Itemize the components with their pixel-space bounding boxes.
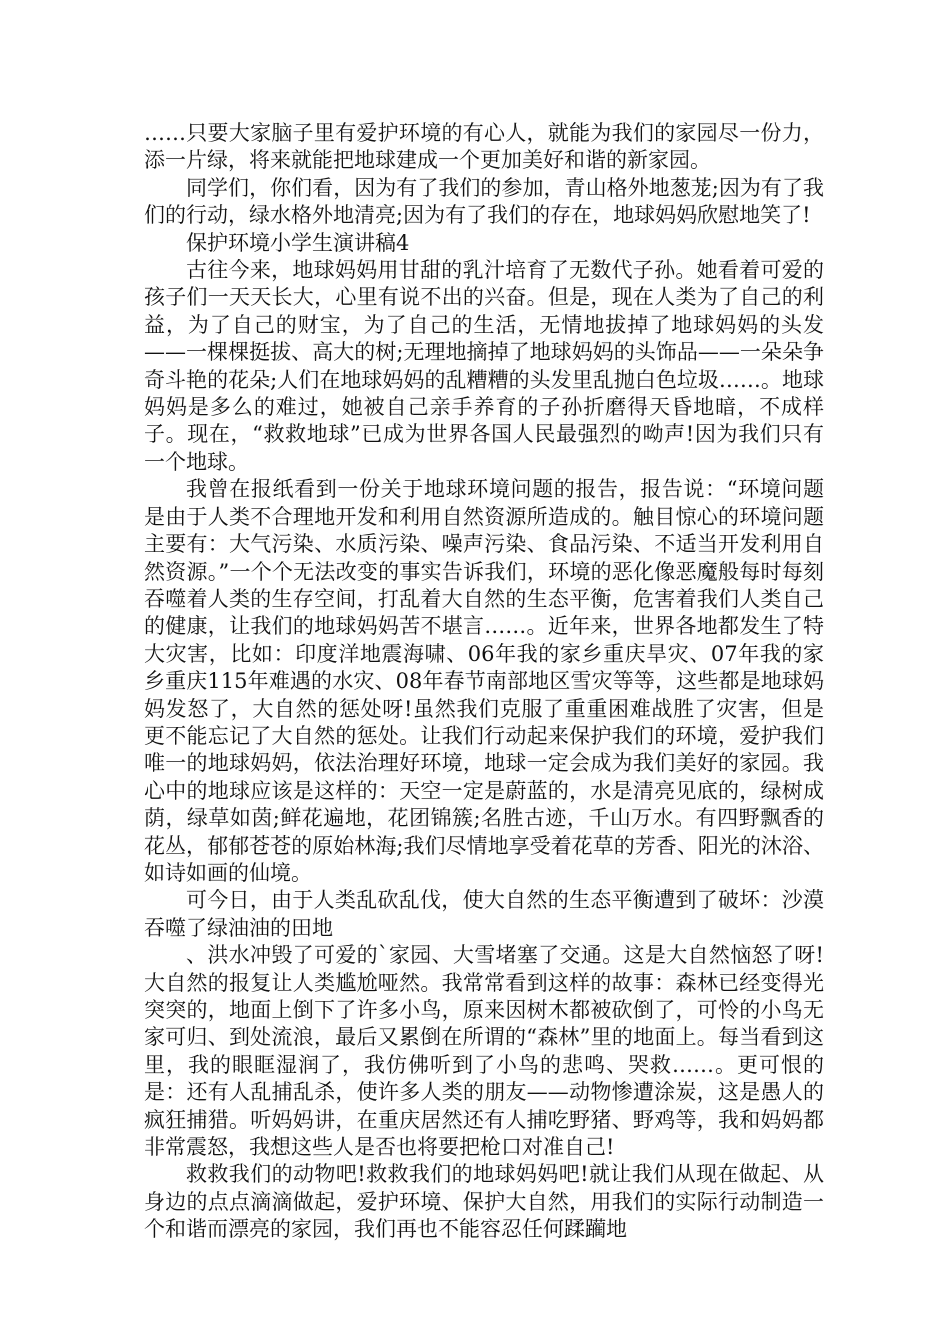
paragraph-1: ……只要大家脑子里有爱护环境的有心人，就能为我们的家园尽一份力，添一片绿，将来就能把地球建成一个更加美好和谐的新家园。 [144,121,824,173]
paragraph-5: 可今日，由于人类乱砍乱伐，使大自然的生态平衡遭到了破坏：沙漠吞噬了绿油油的田地 [144,888,824,940]
paragraph-7: 救救我们的动物吧!救救我们的地球妈妈吧!就让我们从现在做起、从身边的点点滴滴做起，爱护环境、保护大自然，用我们的实际行动制造一个和谐而漂亮的家园，我们再也不能容忍任何蹂躏地 [144,1162,824,1242]
paragraph-4: 我曾在报纸看到一份关于地球环境问题的报告，报告说：“环境问题是由于人类不合理地开发和利用自然资源所造成的。触目惊心的环境问题主要有：大气污染、水质污染、噪声污染、食品污染、不适当开发利用自然资源。”一个个无法改变的事实告诉我们，环境的恶化像恶魔般每时每刻吞噬着人类的生存空间，打乱着大自然的生态平衡，危害着我们人类自己的健康，让我们的地球妈妈苦不堪言……。近年来，世界各地都发生了特大灾害，比如：印度洋地震海啸、06年我的家乡重庆旱灾、07年我的家乡重庆115年难遇的水灾、08年春节南部地区雪灾等等，这些都是地球妈妈发怒了，大自然的惩处呀!虽然我们克服了重重困难战胜了灾害，但是更不能忘记了大自然的惩处。让我们行动起来保护我们的环境，爱护我们唯一的地球妈妈，依法治理好环境，地球一定会成为我们美好的家园。我心中的地球应该是这样的：天空一定是蔚蓝的，水是清亮见底的，绿树成荫，绿草如茵;鲜花遍地，花团锦簇;名胜古迹，千山万水。有四野飘香的花丛，郁郁苍苍的原始林海;我们尽情地享受着花草的芳香、阳光的沐浴、如诗如画的仙境。 [144,477,824,885]
document-body [144,120,824,1244]
section-heading: 保护环境小学生演讲稿4 [186,230,410,255]
paragraph-2: 同学们，你们看，因为有了我们的参加，青山格外地葱茏;因为有了我们的行动，绿水格外地清亮;因为有了我们的存在，地球妈妈欣慰地笑了! [144,175,824,228]
paragraph-6: 、洪水冲毁了可爱的`家园、大雪堵塞了交通。这是大自然恼怒了呀!大自然的报复让人类尴尬哑然。我常常看到这样的故事：森林已经变得光突突的，地面上倒下了许多小鸟，原来因树木都被砍倒了，可怜的小鸟无家可归、到处流浪，最后又累倒在所谓的“森林”里的地面上。每当看到这里，我的眼眶湿润了，我仿佛听到了小鸟的悲鸣、哭救……。更可恨的是：还有人乱捕乱杀，使许多人类的朋友——动物惨遭涂炭，这是愚人的疯狂捕猎。听妈妈讲，在重庆居然还有人捕吃野猪、野鸡等，我和妈妈都非常震怒，我想这些人是否也将要把枪口对准自己! [144,943,824,1160]
paragraph-3: 古往今来，地球妈妈用甘甜的乳汁培育了无数代子孙。她看着可爱的孩子们一天天长大，心里有说不出的兴奋。但是，现在人类为了自己的利益，为了自己的财宝，为了自己的生活，无情地拔掉了地球妈妈的头发——一棵棵挺拔、高大的树;无理地摘掉了地球妈妈的头饰品——一朵朵争奇斗艳的花朵;人们在地球妈妈的乱糟糟的头发里乱抛白色垃圾……。地球妈妈是多么的难过，她被自己亲手养育的子孙折磨得天昏地暗，不成样子。现在，“救救地球”已成为世界各国人民最强烈的呦声!因为我们只有一个地球。 [144,258,824,474]
